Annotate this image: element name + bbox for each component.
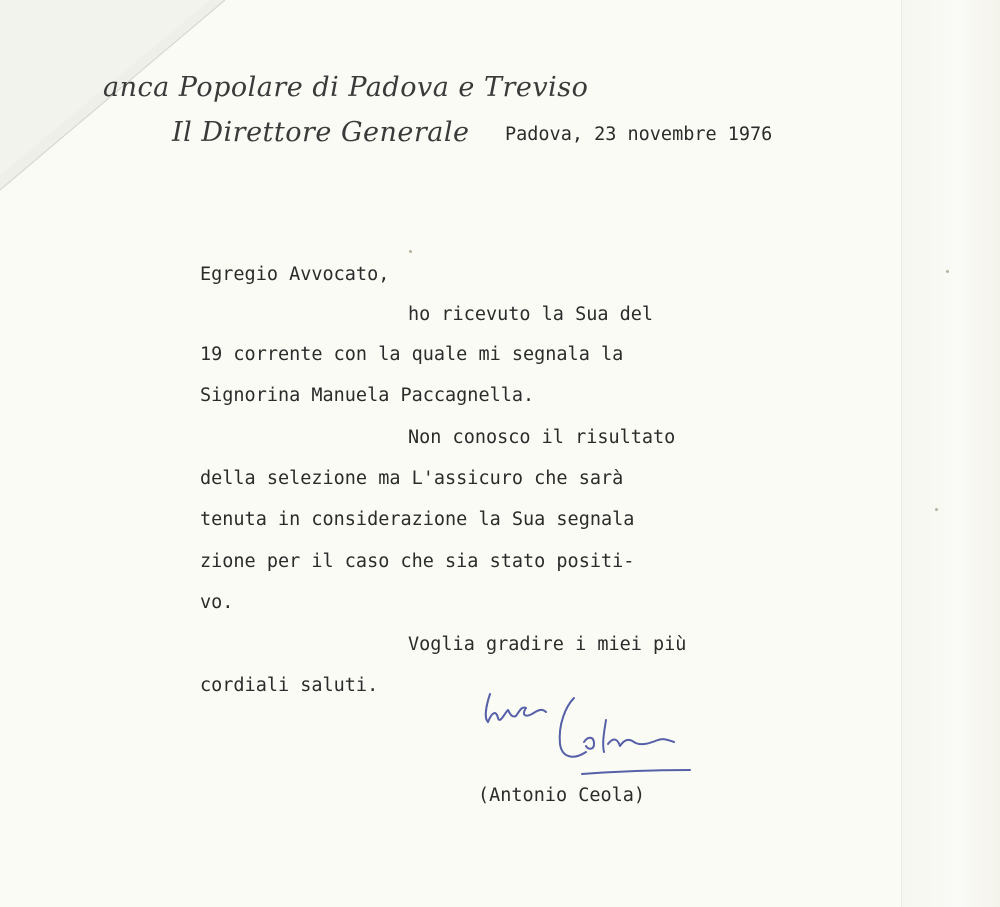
body-line: zione per il caso che sia stato positi- xyxy=(200,551,635,572)
paper-speck xyxy=(409,250,412,253)
body-line: della selezione ma L'assicuro che sarà xyxy=(200,468,624,489)
signer-name: (Antonio Ceola) xyxy=(478,785,646,806)
date-line: Padova, 23 novembre 1976 xyxy=(505,124,773,145)
letterhead-bank-name: anca Popolare di Padova e Treviso xyxy=(103,72,589,103)
body-line: Signorina Manuela Paccagnella. xyxy=(200,385,535,406)
body-line: 19 corrente con la quale mi segnala la xyxy=(200,344,624,365)
body-line: ho ricevuto la Sua del xyxy=(408,304,654,325)
body-line: Non conosco il risultato xyxy=(408,427,676,448)
salutation: Egregio Avvocato, xyxy=(200,264,390,285)
body-line: vo. xyxy=(200,592,234,613)
body-line: cordiali saluti. xyxy=(200,675,379,696)
paper-speck xyxy=(935,508,938,511)
handwritten-signature xyxy=(478,684,698,784)
page-edge xyxy=(901,0,1000,907)
letterhead-director-title: Il Direttore Generale xyxy=(172,117,470,148)
body-line: tenuta in considerazione la Sua segnala xyxy=(200,509,635,530)
body-line: Voglia gradire i miei più xyxy=(408,634,687,655)
paper-speck xyxy=(946,270,949,273)
